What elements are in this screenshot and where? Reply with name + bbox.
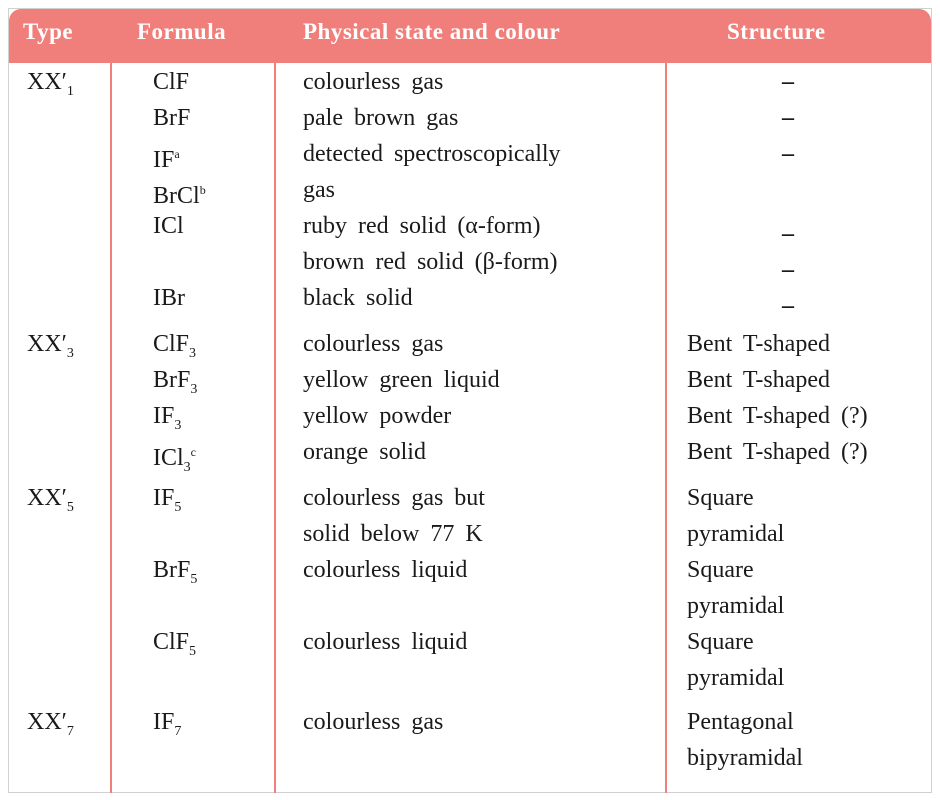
column-rule <box>274 63 276 793</box>
physical-state: colourless liquid <box>303 629 468 655</box>
formula: BrF$_3$ <box>153 367 198 397</box>
header-formula: Formula <box>137 19 227 44</box>
structure: Pentagonal <box>687 709 794 735</box>
physical-state: gas <box>303 177 335 203</box>
type-label: $XX'_3$ <box>27 331 74 361</box>
formula: BrCl$^b$ <box>153 183 206 209</box>
formula: ClF <box>153 69 190 95</box>
table <box>8 8 932 793</box>
physical-state: solid below 77 K <box>303 521 483 547</box>
table-header <box>9 9 931 63</box>
structure: Bent T-shaped <box>687 367 830 393</box>
structure: – <box>782 293 794 319</box>
structure: pyramidal <box>687 665 785 691</box>
physical-state: colourless gas <box>303 331 444 357</box>
formula: IBr <box>153 285 185 311</box>
formula: $IF^a$ <box>153 147 180 173</box>
structure: – <box>782 221 794 247</box>
physical-state: brown red solid (β-form) <box>303 249 558 275</box>
structure: – <box>782 105 794 131</box>
physical-state: orange solid <box>303 439 426 465</box>
physical-state: detected spectroscopically <box>303 141 561 167</box>
structure: pyramidal <box>687 521 785 547</box>
header-type: Type <box>23 19 74 44</box>
formula: ICl$_3^c$ <box>153 445 196 475</box>
physical-state: yellow green liquid <box>303 367 500 393</box>
physical-state: ruby red solid (α-form) <box>303 213 541 239</box>
column-rule <box>665 63 667 793</box>
type-label: $XX'_5$ <box>27 485 74 515</box>
header-physical-state: Physical state and colour <box>303 19 561 44</box>
structure: Bent T-shaped (?) <box>687 403 868 429</box>
structure: Square <box>687 485 754 511</box>
physical-state: yellow powder <box>303 403 452 429</box>
structure: bipyramidal <box>687 745 803 771</box>
formula: $IF_3$ <box>153 403 182 433</box>
formula: $IF_5$ <box>153 485 182 515</box>
structure: Bent T-shaped (?) <box>687 439 868 465</box>
physical-state: colourless gas <box>303 709 444 735</box>
structure: Square <box>687 629 754 655</box>
column-rule <box>110 63 112 793</box>
formula: ClF$_3$ <box>153 331 197 361</box>
physical-state: pale brown gas <box>303 105 459 131</box>
structure: – <box>782 257 794 283</box>
structure: – <box>782 141 794 167</box>
physical-state: colourless gas but <box>303 485 485 511</box>
formula: ICl <box>153 213 184 239</box>
structure: – <box>782 69 794 95</box>
structure: pyramidal <box>687 593 785 619</box>
formula: BrF <box>153 105 191 131</box>
physical-state: colourless liquid <box>303 557 468 583</box>
header-structure: Structure <box>727 19 826 44</box>
structure: Square <box>687 557 754 583</box>
structure: Bent T-shaped <box>687 331 830 357</box>
formula: $IF_7$ <box>153 709 182 739</box>
formula: BrF$_5$ <box>153 557 198 587</box>
physical-state: black solid <box>303 285 413 311</box>
formula: ClF$_5$ <box>153 629 197 659</box>
type-label: $XX'_7$ <box>27 709 74 739</box>
physical-state: colourless gas <box>303 69 444 95</box>
type-label: $XX'_1$ <box>27 69 74 99</box>
